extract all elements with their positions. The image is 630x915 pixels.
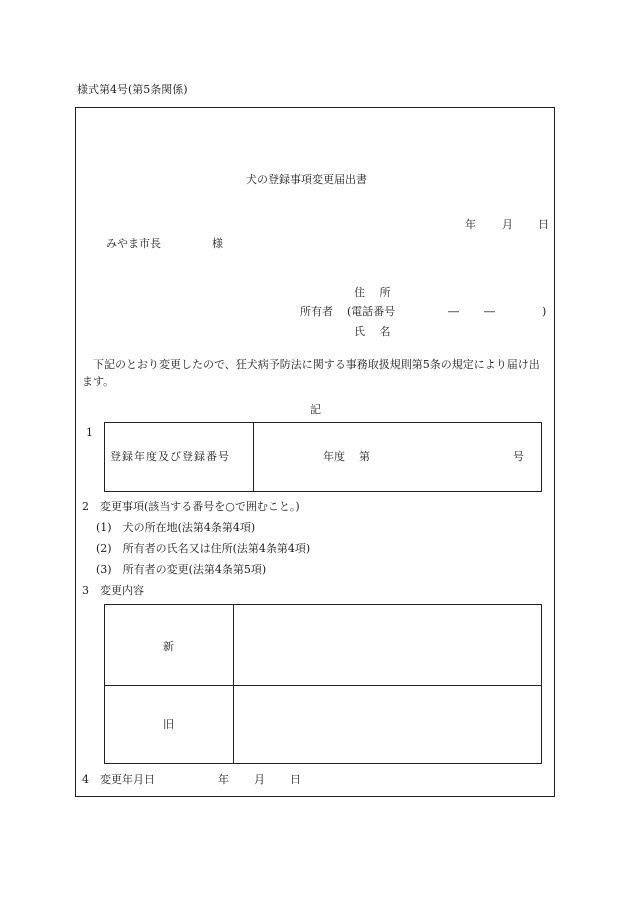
phone-close-paren: ) xyxy=(542,305,547,318)
new-label: 新 xyxy=(163,640,174,653)
registration-divider xyxy=(253,422,254,492)
old-label: 旧 xyxy=(163,718,174,731)
item4-month: 月 xyxy=(254,773,265,786)
change-content-table xyxy=(104,604,542,764)
change-content-divider xyxy=(233,604,234,764)
date-year-label: 年 xyxy=(465,218,476,231)
change-option-1: (1) 犬の所在地(法第4条第4項) xyxy=(96,521,256,534)
change-content-row-divider xyxy=(104,685,542,686)
registration-nendo: 年度 xyxy=(323,450,345,463)
registration-go: 号 xyxy=(513,450,524,463)
owner-name-label: 氏 名 xyxy=(354,325,391,338)
item3-heading: 3 変更内容 xyxy=(82,584,144,597)
phone-dash-1: ― xyxy=(448,305,459,318)
form-title: 犬の登録事項変更届出書 xyxy=(246,173,367,186)
addressee-honorific: 様 xyxy=(212,237,223,250)
phone-dash-2: ― xyxy=(484,305,495,318)
item4-year: 年 xyxy=(218,773,229,786)
change-option-3: (3) 所有者の変更(法第4条第5項) xyxy=(96,563,267,576)
item2-heading: 2 変更事項(該当する番号を○で囲むこと。) xyxy=(82,500,300,513)
owner-phone-label: (電話番号 xyxy=(347,305,396,318)
addressee-name: みやま市長 xyxy=(106,237,161,250)
registration-label: 登録年度及び登録番号 xyxy=(110,450,230,463)
date-month-label: 月 xyxy=(502,218,513,231)
item1-number: 1 xyxy=(86,426,93,439)
body-paragraph: 下記のとおり変更したので、狂犬病予防法に関する事務取扱規則第5条の規定により届け出ます。 xyxy=(82,358,540,388)
item4-label: 4 変更年月日 xyxy=(82,773,155,786)
registration-dai: 第 xyxy=(359,450,370,463)
date-day-label: 日 xyxy=(538,218,549,231)
owner-address-label: 住 所 xyxy=(354,286,391,299)
owner-label: 所有者 xyxy=(300,305,333,318)
item4-day: 日 xyxy=(290,773,301,786)
form-number-label: 様式第4号(第5条関係) xyxy=(77,83,188,96)
change-option-2: (2) 所有者の氏名又は住所(法第4条第4項) xyxy=(96,542,311,555)
ki-label: 記 xyxy=(310,403,321,416)
